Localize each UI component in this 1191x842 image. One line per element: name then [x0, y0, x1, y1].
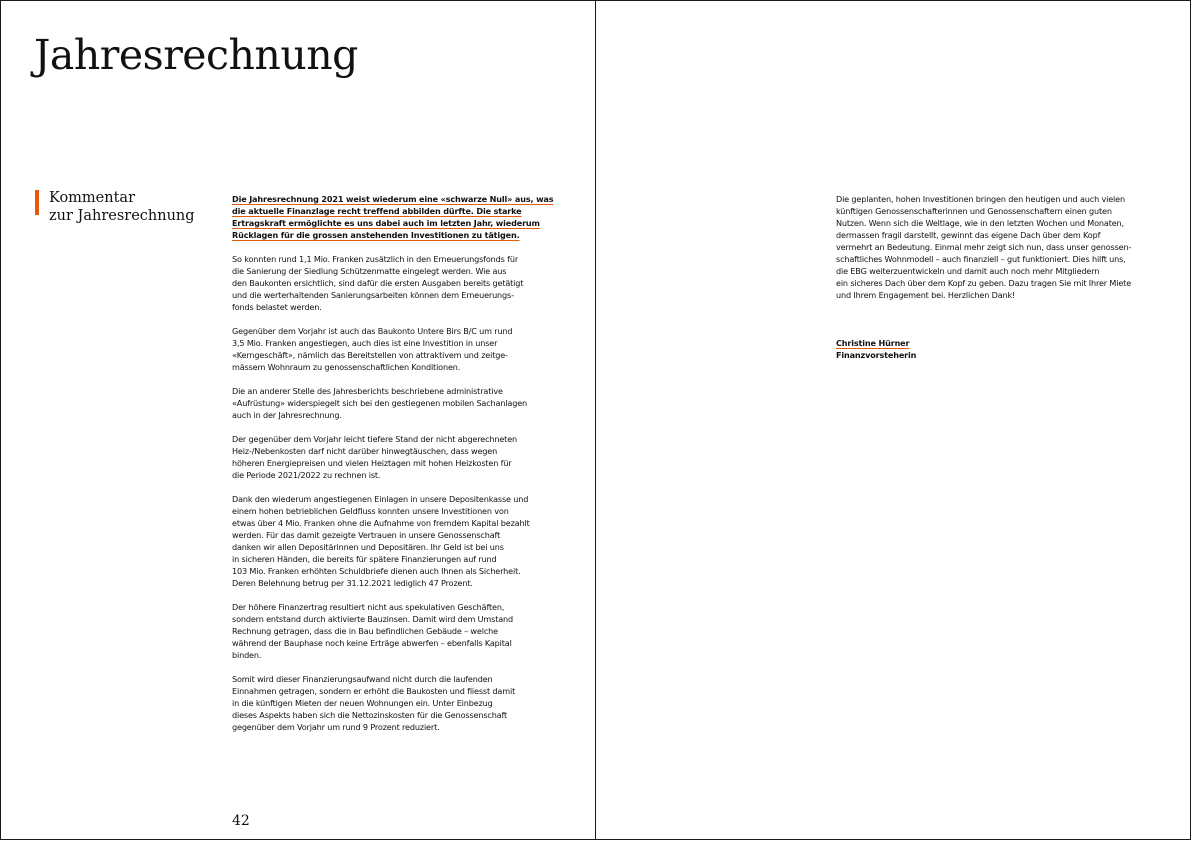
text-line: Der gegenüber dem Vorjahr leicht tiefere Stand der nicht abgerechneten — [232, 434, 518, 444]
text-line: Die Jahresrechnung 2021 weist wiederum eine «schwarze Null» aus, was — [232, 194, 554, 204]
text-line: danken wir allen Depositärinnen und Depositären. Ihr Geld ist bei uns — [232, 542, 504, 552]
signature — [836, 337, 916, 361]
text-line: schaftliches Wohnmodell – auch finanziell – gut funktioniert. Dies hilft uns, — [836, 254, 1126, 264]
right-page — [595, 0, 1191, 840]
section-subheading — [35, 189, 215, 225]
text-line: So konnten rund 1,1 Mio. Franken zusätzlich in den Erneuerungsfonds für — [232, 254, 518, 264]
text-line: Rücklagen für die grossen anstehenden Investitionen zu tätigen. — [232, 230, 520, 240]
accent-bar — [35, 190, 39, 215]
page-number: 42 — [232, 813, 250, 829]
right-text-column — [836, 193, 1156, 313]
signature-role: Finanzvorsteherin — [836, 350, 917, 360]
body-paragraph — [232, 673, 552, 733]
text-line: ein sicheres Dach über dem Kopf zu geben. Dazu tragen Sie mit Ihrer Miete — [836, 278, 1132, 288]
text-line: Deren Belehnung betrug per 31.12.2021 lediglich 47 Prozent. — [232, 578, 473, 588]
text-line: während der Bauphase noch keine Erträge abwerfen – ebenfalls Kapital — [232, 638, 512, 648]
body-paragraph — [232, 601, 552, 661]
text-line: sondern entstand durch aktivierte Bauzinsen. Damit wird dem Umstand — [232, 614, 514, 624]
text-line: vermehrt an Bedeutung. Einmal mehr zeigt sich nun, dass unser genossen- — [836, 242, 1132, 252]
body-paragraph — [232, 433, 552, 481]
subheading-text — [49, 189, 215, 225]
text-line: und die werterhaltenden Sanierungsarbeiten können dem Erneuerungs- — [232, 290, 514, 300]
text-line: Die an anderer Stelle des Jahresberichts beschriebene administrative — [232, 386, 503, 396]
body-paragraph — [232, 385, 552, 421]
text-line: etwas über 4 Mio. Franken ohne die Aufnahme von fremdem Kapital bezahlt — [232, 518, 530, 528]
text-line: die EBG weiterzuentwickeln und damit auch noch mehr Mitgliedern — [836, 266, 1100, 276]
signature-name: Christine Hürner — [836, 338, 910, 348]
text-line: 103 Mio. Franken erhöhten Schuldbriefe dienen auch Ihnen als Sicherheit. — [232, 566, 521, 576]
text-line: einem hohen betrieblichen Geldfluss konnten unsere Investitionen von — [232, 506, 509, 516]
body-paragraph — [232, 325, 552, 373]
text-line: höheren Energiepreisen und vielen Heiztagen mit hohen Heizkosten für — [232, 458, 512, 468]
text-line: «Aufrüstung» widerspiegelt sich bei den gestiegenen mobilen Sachanlagen — [232, 398, 528, 408]
text-line: dieses Aspekts haben sich die Nettozinskosten für die Genossenschaft — [232, 710, 508, 720]
body-paragraphs — [232, 253, 552, 733]
text-line: Nutzen. Wenn sich die Weltlage, wie in den letzten Wochen und Monaten, — [836, 218, 1124, 228]
body-paragraph — [232, 493, 552, 589]
subheading-line: Kommentar — [49, 190, 135, 206]
text-line: Dank den wiederum angestiegenen Einlagen in unsere Depositenkasse und — [232, 494, 529, 504]
text-line: künftigen Genossenschafterinnen und Genossenschaftern einen guten — [836, 206, 1112, 216]
text-line: Der höhere Finanzertrag resultiert nicht aus spekulativen Geschäften, — [232, 602, 505, 612]
text-line: die Periode 2021/2022 zu rechnen ist. — [232, 470, 381, 480]
text-line: gegenüber dem Vorjahr um rund 9 Prozent reduziert. — [232, 722, 440, 732]
text-line: Gegenüber dem Vorjahr ist auch das Baukonto Untere Birs B/C um rund — [232, 326, 513, 336]
text-line: fonds belastet werden. — [232, 302, 322, 312]
text-line: und Ihrem Engagement bei. Herzlichen Dank! — [836, 290, 1016, 300]
text-line: in die künftigen Mieten der neuen Wohnungen ein. Unter Einbezug — [232, 698, 493, 708]
text-line: in sicheren Händen, die bereits für spätere Finanzierungen auf rund — [232, 554, 497, 564]
text-line: Rechnung getragen, dass die in Bau befindlichen Gebäude – welche — [232, 626, 498, 636]
page-title: Jahresrechnung — [34, 31, 358, 79]
text-line: die Sanierung der Siedlung Schützenmatte eingelegt werden. Wie aus — [232, 266, 507, 276]
left-text-column — [232, 193, 552, 745]
subheading-line: zur Jahresrechnung — [49, 208, 195, 224]
text-line: 3,5 Mio. Franken angestiegen, auch dies ist eine Investition in unser — [232, 338, 498, 348]
text-line: werden. Für das damit gezeigte Vertrauen in unsere Genossenschaft — [232, 530, 501, 540]
text-line: Somit wird dieser Finanzierungsaufwand nicht durch die laufenden — [232, 674, 493, 684]
text-line: Die geplanten, hohen Investitionen bringen den heutigen und auch vielen — [836, 194, 1125, 204]
text-line: Einnahmen getragen, sondern er erhöht die Baukosten und fliesst damit — [232, 686, 516, 696]
text-line: die aktuelle Finanzlage recht treffend abbilden dürfte. Die starke — [232, 206, 522, 216]
closing-paragraph — [836, 193, 1156, 301]
text-line: «Kerngeschäft», nämlich das Bereitstellen von attraktivem und zeitge- — [232, 350, 508, 360]
text-line: mässem Wohnraum zu genossenschaftlichen Konditionen. — [232, 362, 461, 372]
text-line: dermassen fragil darstellt, gewinnt das eigene Dach über dem Kopf — [836, 230, 1101, 240]
text-line: Heiz-/Nebenkosten darf nicht darüber hinwegtäuschen, dass wegen — [232, 446, 498, 456]
text-line: den Baukonten ersichtlich, sind dafür die ersten Ausgaben bereits getätigt — [232, 278, 524, 288]
body-paragraph — [232, 253, 552, 313]
text-line: Ertragskraft ermöglichte es uns dabei auch im letzten Jahr, wiederum — [232, 218, 540, 228]
text-line: auch in der Jahresrechnung. — [232, 410, 342, 420]
lead-paragraph — [232, 193, 552, 241]
text-line: binden. — [232, 650, 262, 660]
